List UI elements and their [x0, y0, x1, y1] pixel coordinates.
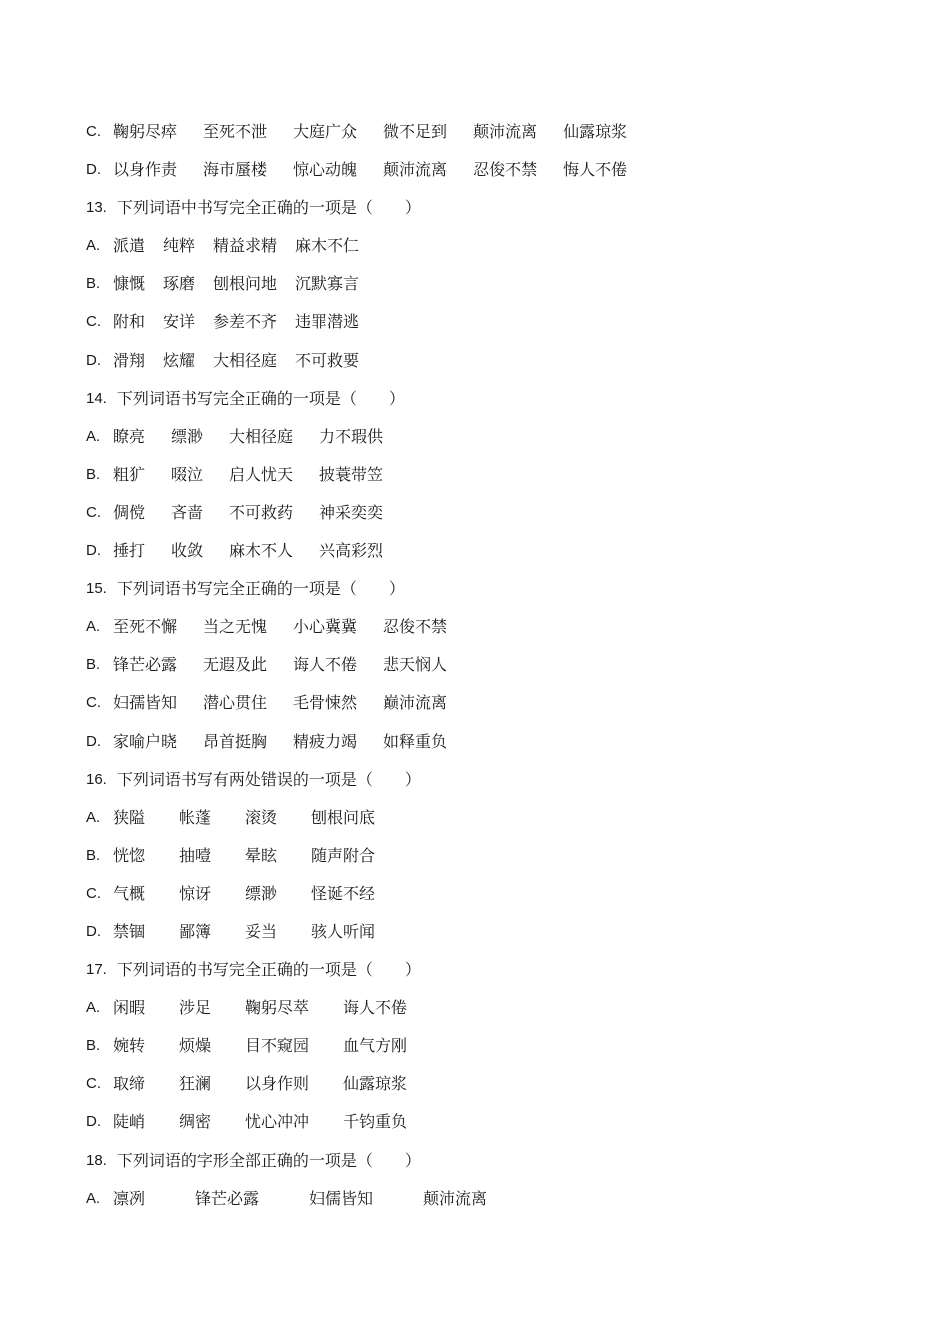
option-word: 凛冽	[113, 1188, 146, 1208]
option-word: 晕眩	[245, 845, 278, 865]
option-word: 惊讶	[179, 883, 212, 903]
option-word: 粗犷	[113, 464, 146, 484]
option-word: 神采奕奕	[319, 502, 384, 522]
option-word: 血气方刚	[343, 1036, 408, 1056]
question-number: 14.	[86, 389, 107, 407]
option-line	[86, 1033, 886, 1071]
option-word: 绸密	[179, 1112, 212, 1132]
option-line	[86, 652, 886, 690]
option-line	[86, 309, 886, 347]
option-line	[86, 843, 886, 881]
option-word: 缥渺	[171, 426, 204, 446]
option-word: 忍俊不禁	[473, 160, 538, 180]
option-word: 违罪潜逃	[295, 312, 360, 332]
option-word: 麻木不人	[229, 541, 294, 561]
option-line	[86, 1071, 886, 1109]
option-word: 抽噎	[179, 845, 212, 865]
option-word: 收敛	[171, 541, 204, 561]
option-word: 捶打	[113, 541, 146, 561]
option-word: 啜泣	[171, 464, 204, 484]
option-word: 披蓑带笠	[319, 464, 384, 484]
option-word: 刨根问底	[311, 807, 376, 827]
option-word: 烦燥	[179, 1036, 212, 1056]
option-word: 海市蜃楼	[203, 160, 268, 180]
option-word: 精疲力竭	[293, 731, 358, 751]
option-word: 派遣	[113, 236, 146, 256]
option-word: 精益求精	[213, 236, 278, 256]
question-stem: 下列词语中书写完全正确的一项是（ ）	[116, 198, 421, 218]
option-word: 仙露琼浆	[563, 122, 628, 141]
option-label: D.	[86, 351, 101, 369]
option-line	[86, 233, 886, 271]
option-line	[86, 729, 886, 767]
question-line	[86, 576, 886, 614]
option-word: 缥渺	[245, 883, 278, 903]
option-word: 麻木不仁	[295, 236, 360, 256]
option-label: D.	[86, 1113, 101, 1131]
option-label: B.	[86, 465, 101, 483]
option-label: B.	[86, 846, 101, 864]
option-label: A.	[86, 808, 101, 826]
option-label: D.	[86, 732, 101, 750]
option-word: 锋芒必露	[113, 655, 178, 675]
option-line	[86, 119, 886, 157]
option-label: C.	[86, 123, 101, 140]
option-word: 滑翔	[113, 350, 146, 370]
question-line	[86, 195, 886, 233]
option-word: 如释重负	[383, 731, 448, 751]
option-label: B.	[86, 275, 101, 293]
option-word: 以身作则	[245, 1074, 310, 1094]
option-word: 颠沛流离	[473, 122, 538, 141]
option-word: 不可救药	[229, 502, 294, 522]
option-word: 至死不懈	[113, 617, 178, 637]
option-word: 微不足到	[383, 122, 448, 141]
option-word: 忧心冲冲	[245, 1112, 310, 1132]
option-line	[86, 500, 886, 538]
option-word: 妥当	[245, 921, 278, 941]
option-word: 怪诞不经	[311, 883, 376, 903]
option-word: 巅沛流离	[383, 693, 448, 713]
option-word: 千钧重负	[343, 1112, 408, 1132]
question-line	[86, 957, 886, 995]
option-word: 昂首挺胸	[203, 731, 268, 751]
option-label: A.	[86, 1189, 101, 1207]
option-word: 参差不齐	[213, 312, 278, 332]
option-label: C.	[86, 503, 101, 521]
option-word: 滚烫	[245, 807, 278, 827]
option-word: 诲人不倦	[343, 998, 408, 1018]
option-word: 潜心贯住	[203, 693, 268, 713]
option-line	[86, 157, 886, 195]
option-word: 妇儒皆知	[309, 1188, 374, 1208]
option-label: C.	[86, 1075, 101, 1093]
option-label: B.	[86, 1037, 101, 1055]
question-number: 17.	[86, 961, 107, 979]
option-label: B.	[86, 656, 101, 674]
question-stem: 下列词语的字形全部正确的一项是（ ）	[116, 1150, 421, 1170]
option-line	[86, 462, 886, 500]
option-word: 颠沛流离	[383, 160, 448, 180]
option-word: 以身作责	[113, 160, 178, 180]
option-word: 骇人听闻	[311, 921, 376, 941]
option-word: 惊心动魄	[293, 160, 358, 180]
option-label: C.	[86, 694, 101, 712]
option-line	[86, 538, 886, 576]
option-line	[86, 348, 886, 386]
option-label: C.	[86, 313, 101, 331]
option-line	[86, 1186, 886, 1224]
option-word: 鄙簿	[179, 921, 212, 941]
option-word: 启人忧天	[229, 464, 294, 484]
option-word: 仙露琼浆	[343, 1074, 408, 1094]
option-word: 刨根问地	[213, 274, 278, 294]
question-line	[86, 767, 886, 805]
option-line	[86, 271, 886, 309]
option-word: 沉默寡言	[295, 274, 360, 294]
option-word: 兴高彩烈	[319, 541, 384, 561]
option-word: 狭隘	[113, 807, 146, 827]
option-word: 大相径庭	[213, 350, 278, 370]
document-body	[86, 119, 886, 1224]
option-word: 附和	[113, 312, 146, 332]
option-label: A.	[86, 427, 101, 445]
option-word: 毛骨悚然	[293, 693, 358, 713]
option-word: 恍惚	[113, 845, 146, 865]
question-stem: 下列词语书写有两处错误的一项是（ ）	[116, 769, 421, 789]
option-word: 锋芒必露	[195, 1188, 260, 1208]
option-line	[86, 919, 886, 957]
option-word: 大相径庭	[229, 426, 294, 446]
option-word: 慷慨	[113, 274, 146, 294]
option-word: 禁锢	[113, 921, 146, 941]
option-word: 家喻户晓	[113, 731, 178, 751]
option-word: 取缔	[113, 1074, 146, 1094]
option-word: 大庭广众	[293, 122, 358, 141]
option-word: 狂澜	[179, 1074, 212, 1094]
option-word: 随声附合	[311, 845, 376, 865]
option-word: 小心冀冀	[293, 617, 358, 637]
option-word: 忍俊不禁	[383, 617, 448, 637]
option-label: A.	[86, 999, 101, 1017]
option-label: D.	[86, 922, 101, 940]
question-number: 18.	[86, 1151, 107, 1169]
question-number: 15.	[86, 580, 107, 598]
option-word: 琢磨	[163, 274, 196, 294]
option-word: 至死不泄	[203, 122, 268, 141]
option-word: 鞠躬尽瘁	[113, 122, 178, 141]
option-word: 瞭亮	[113, 426, 146, 446]
option-line	[86, 881, 886, 919]
option-word: 目不窥园	[245, 1036, 310, 1056]
option-word: 诲人不倦	[293, 655, 358, 675]
option-label: A.	[86, 237, 101, 255]
option-word: 纯粹	[163, 236, 196, 256]
option-word: 无遐及此	[203, 655, 268, 675]
question-line	[86, 1148, 886, 1186]
option-label: D.	[86, 161, 101, 179]
option-line	[86, 614, 886, 652]
option-word: 悲天悯人	[383, 655, 448, 675]
option-line	[86, 1109, 886, 1147]
option-word: 气概	[113, 883, 146, 903]
option-word: 鞠躬尽萃	[245, 998, 310, 1018]
option-word: 帐蓬	[179, 807, 212, 827]
option-word: 颠沛流离	[423, 1188, 488, 1208]
option-line	[86, 424, 886, 462]
option-word: 不可救要	[295, 350, 360, 370]
question-number: 13.	[86, 199, 107, 217]
option-word: 当之无愧	[203, 617, 268, 637]
question-line	[86, 386, 886, 424]
question-stem: 下列词语的书写完全正确的一项是（ ）	[116, 960, 421, 980]
option-word: 陡峭	[113, 1112, 146, 1132]
option-word: 涉足	[179, 998, 212, 1018]
option-word: 安详	[163, 312, 196, 332]
option-label: A.	[86, 618, 101, 636]
question-stem: 下列词语书写完全正确的一项是（ ）	[116, 388, 405, 408]
question-number: 16.	[86, 770, 107, 788]
option-word: 闲暇	[113, 998, 146, 1018]
option-word: 婉转	[113, 1036, 146, 1056]
option-word: 力不瑕供	[319, 426, 384, 446]
option-word: 炫耀	[163, 350, 196, 370]
option-label: D.	[86, 542, 101, 560]
option-line	[86, 995, 886, 1033]
option-label: C.	[86, 884, 101, 902]
question-stem: 下列词语书写完全正确的一项是（ ）	[116, 579, 405, 599]
option-line	[86, 805, 886, 843]
option-line	[86, 690, 886, 728]
option-word: 吝啬	[171, 502, 204, 522]
option-word: 倜傥	[113, 502, 146, 522]
option-word: 悔人不倦	[563, 160, 628, 180]
option-word: 妇孺皆知	[113, 693, 178, 713]
